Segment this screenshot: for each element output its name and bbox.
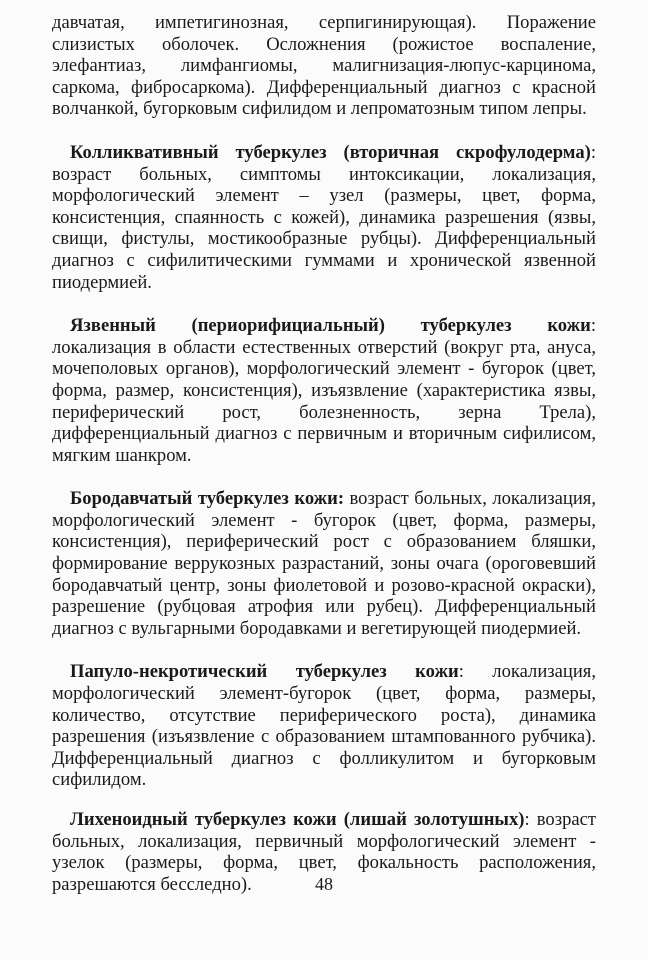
section-text: : локализация, морфологический элемент-бугорок (цвет, форма, размеры, количество, отсутствие периферического роста), динамика разрешения (изъязвление с образованием штампованного рубчика). Дифференциальный диагноз с фолликулитом и бугорковым сифилидом. <box>52 661 596 791</box>
section-term: Лихеноидный туберкулез кожи (лишай золотушных) <box>70 809 525 830</box>
paragraph-gap <box>52 791 596 809</box>
page-number: 48 <box>315 874 333 894</box>
section-term: Папуло-некротический туберкулез кожи <box>70 661 459 683</box>
section-term: Язвенный (периорифициальный) туберкулез кожи <box>70 315 591 337</box>
section-text: : возраст больных, локализация, первичный морфологический элемент - узелок (размеры, форма, цвет, фокальность расположения, разрешаются бесследно). <box>52 809 597 895</box>
intro-paragraph: давчатая, импетигинозная, серпигинирующая). Поражение слизистых оболочек. Осложнения (рожистое воспаление, элефантиаз, лимфангиомы, малигнизация-люпус-карцинома, саркома, фибросаркома). Дифференциальный диагноз с красной волчанкой, бугорковым сифилидом и лепроматозным типом лепры. <box>52 12 596 120</box>
paragraph-gap <box>52 639 596 661</box>
document-page <box>52 12 596 895</box>
paragraph-gap <box>52 293 596 315</box>
section-text: : возраст больных, симптомы интоксикации, локализация, морфологический элемент – узел (размеры, цвет, форма, консистенция, спаянность с кожей), динамика разрешения (язвы, свищи, фистулы, мостикообразные рубцы). Дифференциальный диагноз с сифилитическими гуммами и хронической язвенной пиодермией. <box>52 141 596 293</box>
paragraph-gap <box>52 120 596 142</box>
section-text: возраст больных, локализация, морфологический элемент - бугорок (цвет, форма, размеры, консистенция), периферический рост с образованием бляшки, формирование веррукозных разрастаний, зоны очага (ороговевший бородавчатый центр, зоны фиолетовой и розово-красной окраски), разрешение (рубцовая атрофия или рубец). Дифференциальный диагноз с вульгарными бородавками и вегетирующей пиодермией. <box>52 488 597 639</box>
section-term: Бородавчатый туберкулез кожи: <box>70 488 345 510</box>
section-text: : локализация в области естественных отверстий (вокруг рта, ануса, мочеполовых органов), морфологический элемент - бугорок (цвет, форма, размер, консистенция), изъязвление (характеристика язвы, периферический рост, болезненность, зерна Трела), дифференциальный диагноз с первичным и вторичным сифилисом, мягким шанкром. <box>52 315 596 466</box>
section-paragraph-papulonecrotic <box>52 661 596 791</box>
section-paragraph-ulcerative <box>52 315 596 466</box>
section-paragraph-scrofuloderma <box>52 142 596 293</box>
section-term: Колликвативный туберкулез (вторичная скрофулодерма) <box>70 141 591 163</box>
section-paragraph-verrucous <box>52 488 596 639</box>
paragraph-gap <box>52 466 596 488</box>
